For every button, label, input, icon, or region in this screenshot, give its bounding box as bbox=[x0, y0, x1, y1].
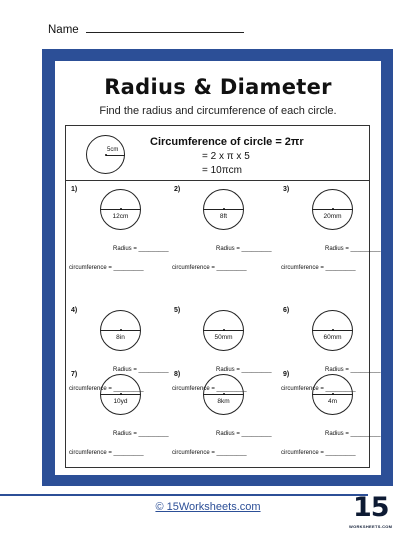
instructions: Find the radius and circumference of each circle. bbox=[99, 105, 337, 117]
circle bbox=[203, 310, 244, 351]
center-dot bbox=[332, 208, 334, 210]
circumference-answer: circumference = _________ bbox=[69, 450, 144, 456]
problem-number: 3) bbox=[283, 186, 290, 193]
radius-answer: Radius = _________ bbox=[325, 246, 381, 252]
logo-text: WORKSHEETS.COM bbox=[349, 524, 393, 529]
problem-number: 7) bbox=[71, 371, 78, 378]
diameter-label: 60mm bbox=[323, 334, 342, 341]
radius-answer: Radius = _________ bbox=[216, 367, 272, 373]
circle bbox=[100, 189, 141, 230]
diameter-label: 8km bbox=[217, 398, 230, 405]
center-dot bbox=[223, 329, 225, 331]
name-field bbox=[48, 23, 244, 36]
problem-number: 8) bbox=[174, 371, 181, 378]
circumference-answer: circumference = _________ bbox=[69, 386, 144, 392]
diameter-label: 20mm bbox=[323, 213, 342, 220]
problem-number: 1) bbox=[71, 186, 78, 193]
name-label: Name bbox=[48, 24, 79, 36]
center-dot bbox=[120, 329, 122, 331]
example-step-1: = 2 x π x 5 bbox=[202, 151, 250, 162]
circumference-answer: circumference = _________ bbox=[172, 450, 247, 456]
radius-answer: Radius = _________ bbox=[325, 367, 381, 373]
problem-number: 5) bbox=[174, 307, 181, 314]
diameter-label: 50mm bbox=[214, 334, 233, 341]
center-dot bbox=[223, 208, 225, 210]
radius-answer: Radius = _________ bbox=[216, 431, 272, 437]
footer-divider bbox=[0, 494, 368, 496]
circumference-answer: circumference = _________ bbox=[281, 265, 356, 271]
center-dot bbox=[105, 154, 107, 156]
diameter-label: 10yd bbox=[113, 398, 128, 405]
circumference-answer: circumference = _________ bbox=[281, 450, 356, 456]
radius-answer: Radius = _________ bbox=[113, 246, 169, 252]
radius-answer: Radius = _________ bbox=[113, 367, 169, 373]
center-dot bbox=[223, 393, 225, 395]
problem-number: 4) bbox=[71, 307, 78, 314]
problem-number: 2) bbox=[174, 186, 181, 193]
radius-answer: Radius = _________ bbox=[113, 431, 169, 437]
name-line bbox=[86, 23, 244, 33]
center-dot bbox=[120, 393, 122, 395]
circle bbox=[312, 189, 353, 230]
circle bbox=[312, 374, 353, 415]
diameter-label: 8in bbox=[116, 334, 125, 341]
example-circle bbox=[86, 135, 125, 174]
diameter-label: 8ft bbox=[219, 213, 228, 220]
center-dot bbox=[120, 208, 122, 210]
example-radius-line bbox=[106, 155, 125, 156]
center-dot bbox=[332, 329, 334, 331]
diameter-label: 4m bbox=[327, 398, 338, 405]
radius-answer: Radius = _________ bbox=[325, 431, 381, 437]
worksheet-title: Radius & Diameter bbox=[104, 75, 332, 99]
example-step-2: = 10πcm bbox=[202, 165, 242, 176]
radius-answer: Radius = _________ bbox=[216, 246, 272, 252]
footer-credit[interactable]: © 15Worksheets.com bbox=[155, 501, 261, 513]
logo-number: 15 bbox=[353, 492, 389, 523]
circle bbox=[203, 189, 244, 230]
circle bbox=[100, 310, 141, 351]
problem-box bbox=[65, 125, 381, 468]
center-dot bbox=[332, 393, 334, 395]
example-section bbox=[66, 126, 369, 181]
example-formula: Circumference of circle = 2πr bbox=[150, 136, 304, 148]
circle bbox=[100, 374, 141, 415]
diameter-label: 12cm bbox=[112, 213, 129, 220]
circumference-answer: circumference = _________ bbox=[172, 265, 247, 271]
example-radius-label: 5cm bbox=[107, 147, 119, 153]
circle bbox=[312, 310, 353, 351]
circle bbox=[203, 374, 244, 415]
problem-number: 9) bbox=[283, 371, 290, 378]
circumference-answer: circumference = _________ bbox=[172, 386, 247, 392]
circumference-answer: circumference = _________ bbox=[281, 386, 356, 392]
worksheet-panel bbox=[55, 61, 381, 475]
brand-logo bbox=[349, 492, 393, 534]
problem-number: 6) bbox=[283, 307, 290, 314]
circumference-answer: circumference = _________ bbox=[69, 265, 144, 271]
